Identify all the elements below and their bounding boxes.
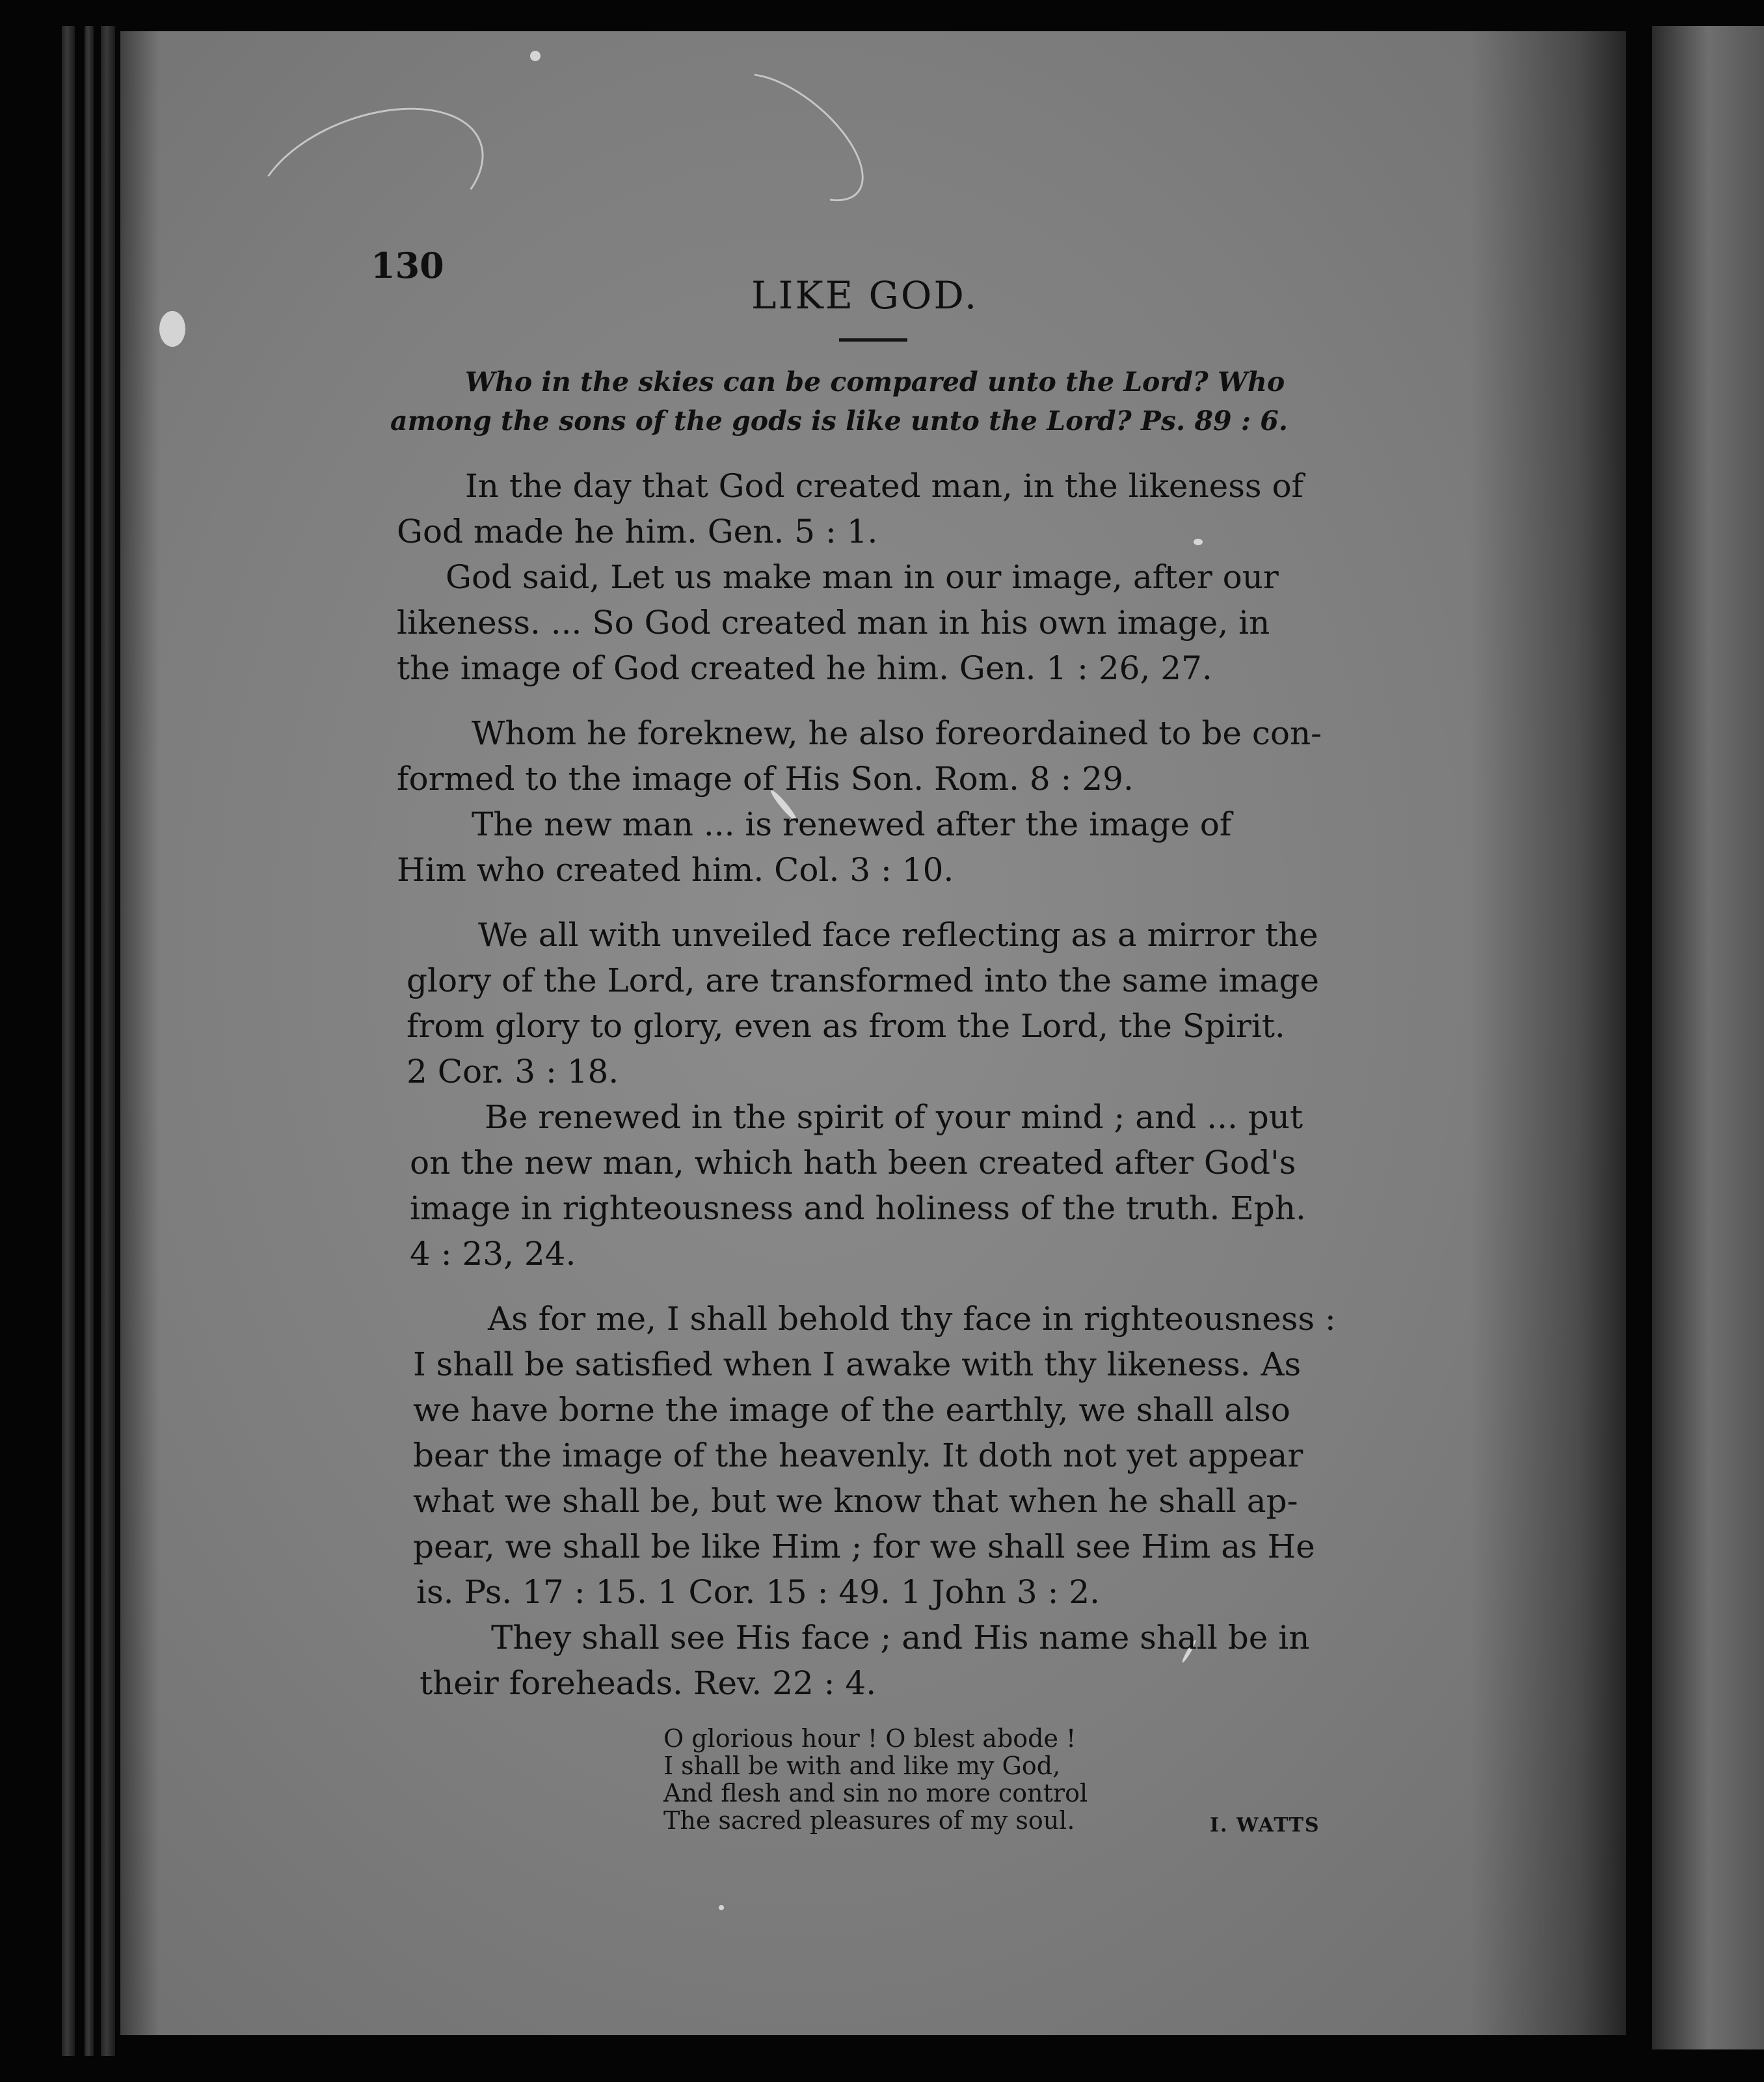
body-line: image in righteousness and holiness of the truth. Eph. <box>410 1189 1306 1227</box>
body-line: what we shall be, but we know that when he shall ap- <box>413 1482 1298 1520</box>
adjacent-page-edge <box>1652 26 1764 2049</box>
body-line: Him who created him. Col. 3 : 10. <box>397 851 954 889</box>
body-line: 4 : 23, 24. <box>410 1235 576 1273</box>
body-line: As for me, I shall behold thy face in righteousness : <box>488 1300 1336 1338</box>
dust-speck <box>719 1905 724 1910</box>
body-line: 2 Cor. 3 : 18. <box>407 1053 619 1090</box>
body-line: God said, Let us make man in our image, after our <box>446 558 1279 596</box>
body-line: I shall be satisfied when I awake with thy likeness. As <box>413 1345 1302 1383</box>
poem-attribution: I. WATTS <box>1210 1814 1320 1837</box>
body-line: The new man ... is renewed after the image of <box>472 805 1232 843</box>
body-line: pear, we shall be like Him ; for we shall see Him as He <box>413 1528 1315 1565</box>
scan-scratch <box>235 79 504 287</box>
poem-line: And flesh and sin no more control <box>663 1779 1088 1807</box>
body-line: we have borne the image of the earthly, we shall also <box>413 1391 1290 1429</box>
body-line: bear the image of the heavenly. It doth not yet appear <box>413 1437 1303 1474</box>
body-line: We all with unveiled face reflecting as a mirror the <box>478 916 1318 954</box>
body-line: the image of God created he him. Gen. 1 : 26, 27. <box>397 649 1212 687</box>
poem-line: The sacred pleasures of my soul. <box>663 1806 1075 1835</box>
body-line: In the day that God created man, in the likeness of <box>465 467 1304 505</box>
scan-scratch <box>700 50 885 224</box>
body-line: Be renewed in the spirit of your mind ; and ... put <box>485 1098 1303 1136</box>
body-line: formed to the image of His Son. Rom. 8 : 29. <box>397 760 1134 798</box>
dust-speck <box>1194 539 1203 545</box>
poem-line: O glorious hour ! O blest abode ! <box>663 1724 1076 1753</box>
epigraph-line: Who in the skies can be compared unto the Lord? Who <box>465 366 1285 398</box>
body-line: is. Ps. 17 : 15. 1 Cor. 15 : 49. 1 John 3 : 2. <box>416 1573 1101 1611</box>
poem-line: I shall be with and like my God, <box>663 1751 1061 1780</box>
dust-speck <box>159 311 185 347</box>
body-line: Whom he foreknew, he also foreordained to be con- <box>472 714 1322 752</box>
body-line: from glory to glory, even as from the Lord, the Spirit. <box>407 1007 1285 1045</box>
book-spine-band <box>62 26 75 2056</box>
page-title: LIKE GOD. <box>751 273 979 318</box>
body-line: glory of the Lord, are transformed into the same image <box>407 962 1319 999</box>
book-spine-band <box>85 26 94 2056</box>
epigraph-line: among the sons of the gods is like unto the Lord? Ps. 89 : 6. <box>390 405 1289 437</box>
page-number: 130 <box>371 245 444 286</box>
body-line: likeness. ... So God created man in his own image, in <box>397 604 1270 642</box>
title-rule <box>839 338 907 342</box>
book-spine-band <box>101 26 115 2056</box>
body-line: They shall see His face ; and His name shall be in <box>491 1619 1310 1656</box>
dust-speck <box>530 51 541 61</box>
body-line: God made he him. Gen. 5 : 1. <box>397 513 878 550</box>
body-line: their foreheads. Rev. 22 : 4. <box>420 1664 877 1702</box>
body-line: on the new man, which hath been created after God's <box>410 1144 1296 1182</box>
book-page <box>120 31 1626 2035</box>
